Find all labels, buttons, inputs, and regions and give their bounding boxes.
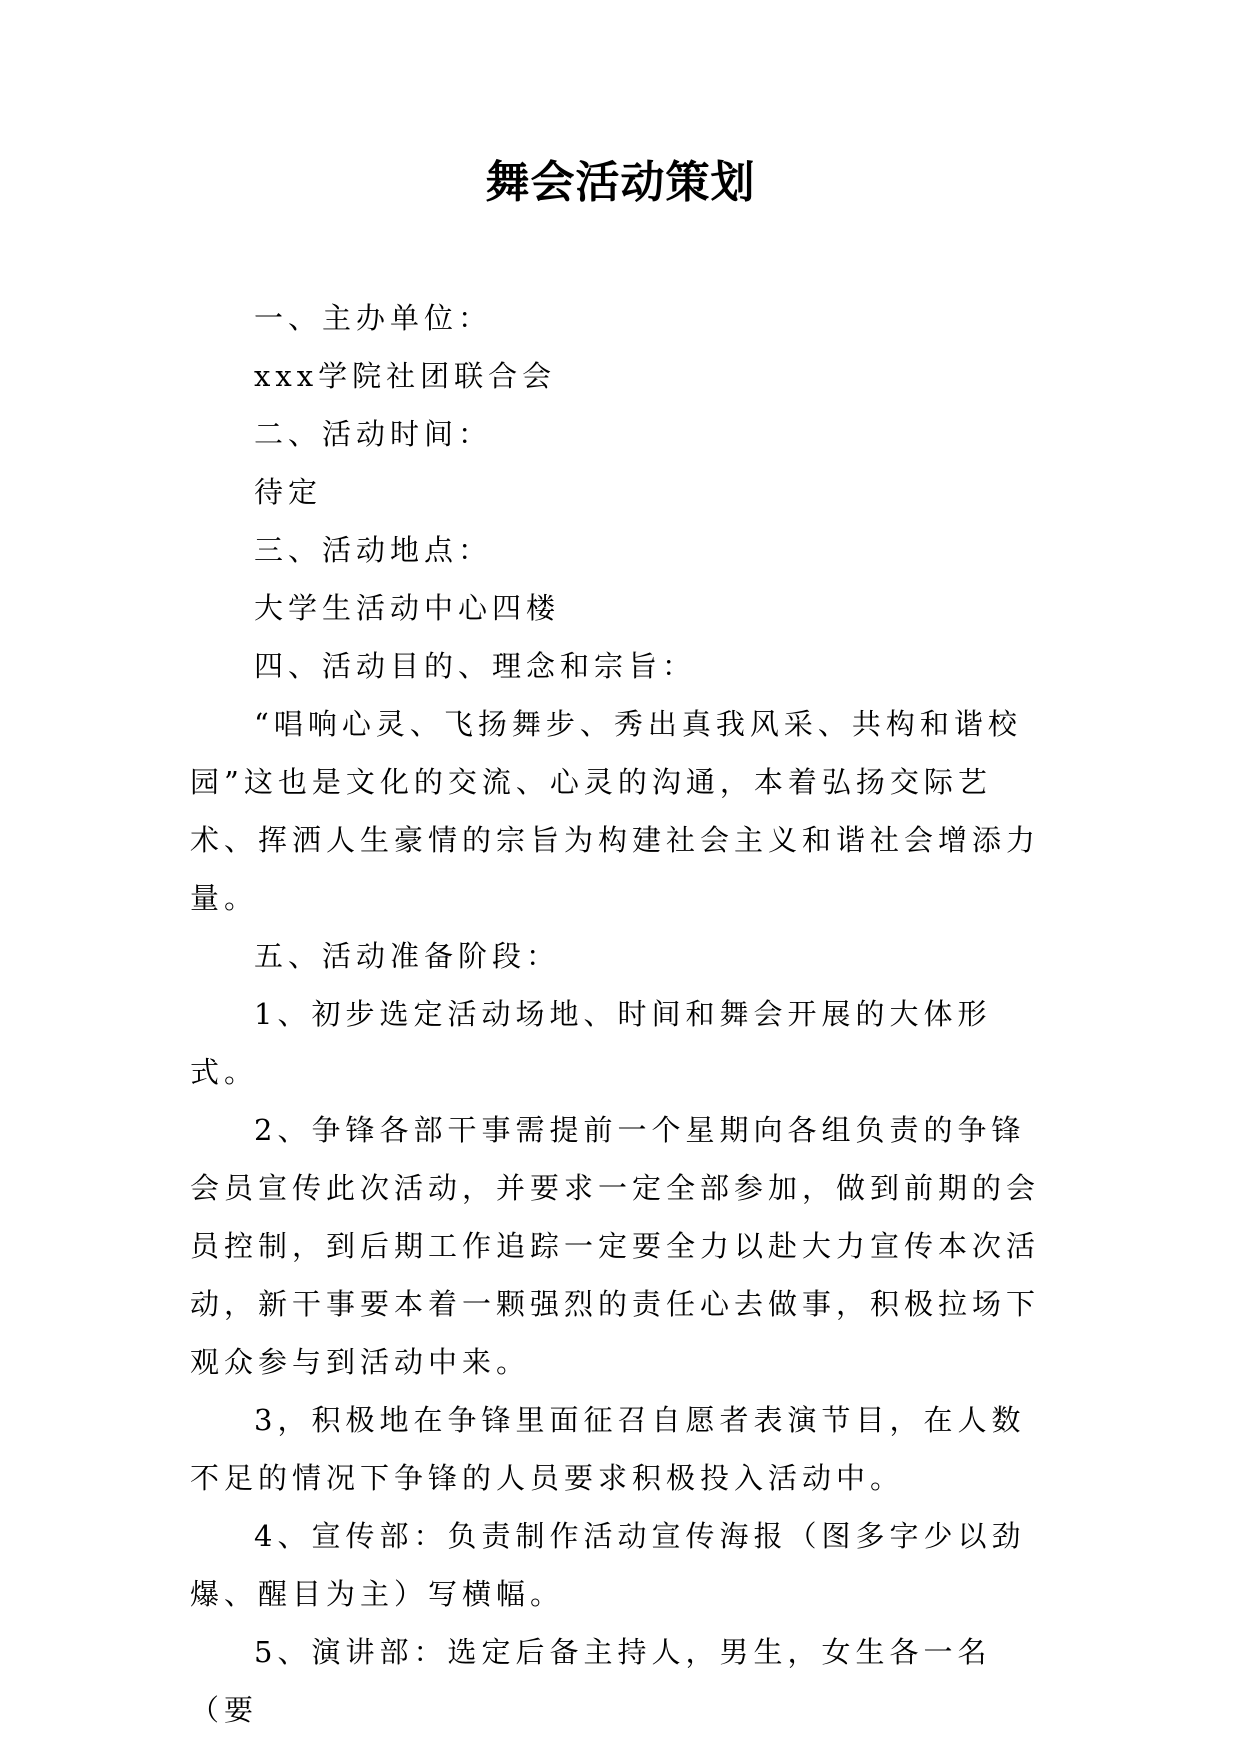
time-text: 待定	[254, 475, 323, 509]
preparation-item-4: 4、宣传部：负责制作活动宣传海报（图多字少以劲爆、醒目为主）写横幅。	[190, 1519, 1026, 1611]
preparation-item-5: 5、演讲部：选定后备主持人，男生，女生各一名（要	[190, 1635, 992, 1727]
section-heading-purpose: 四、活动目的、理念和宗旨：	[254, 649, 697, 683]
preparation-item-2: 2、争锋各部干事需提前一个星期向各组负责的争锋会员宣传此次活动，并要求一定全部参加，做到前期的会员控制，到后期工作追踪一定要全力以赴大力宣传本次活动，新干事要本着一颗强烈的责任心去做事，积极拉场下观众参与到活动中来。	[190, 1113, 1041, 1379]
section-heading-organizer: 一、主办单位：	[254, 301, 493, 335]
section-heading-time: 二、活动时间：	[254, 417, 493, 451]
document-body	[190, 289, 1052, 1739]
preparation-item-3: 3，积极地在争锋里面征召自愿者表演节目，在人数不足的情况下争锋的人员要求积极投入活动中。	[190, 1403, 1026, 1495]
organizer-text: xxx学院社团联合会	[254, 359, 557, 393]
location-text: 大学生活动中心四楼	[254, 591, 561, 625]
document-title: 舞会活动策划	[485, 157, 756, 208]
section-heading-location: 三、活动地点：	[254, 533, 493, 567]
section-heading-preparation: 五、活动准备阶段：	[254, 939, 561, 973]
preparation-item-1: 1、初步选定活动场地、时间和舞会开展的大体形式。	[190, 997, 992, 1089]
purpose-text: “唱响心灵、飞扬舞步、秀出真我风采、共构和谐校园”这也是文化的交流、心灵的沟通，本着弘扬交际艺术、挥洒人生豪情的宗旨为构建社会主义和谐社会增添力量。	[190, 707, 1041, 915]
